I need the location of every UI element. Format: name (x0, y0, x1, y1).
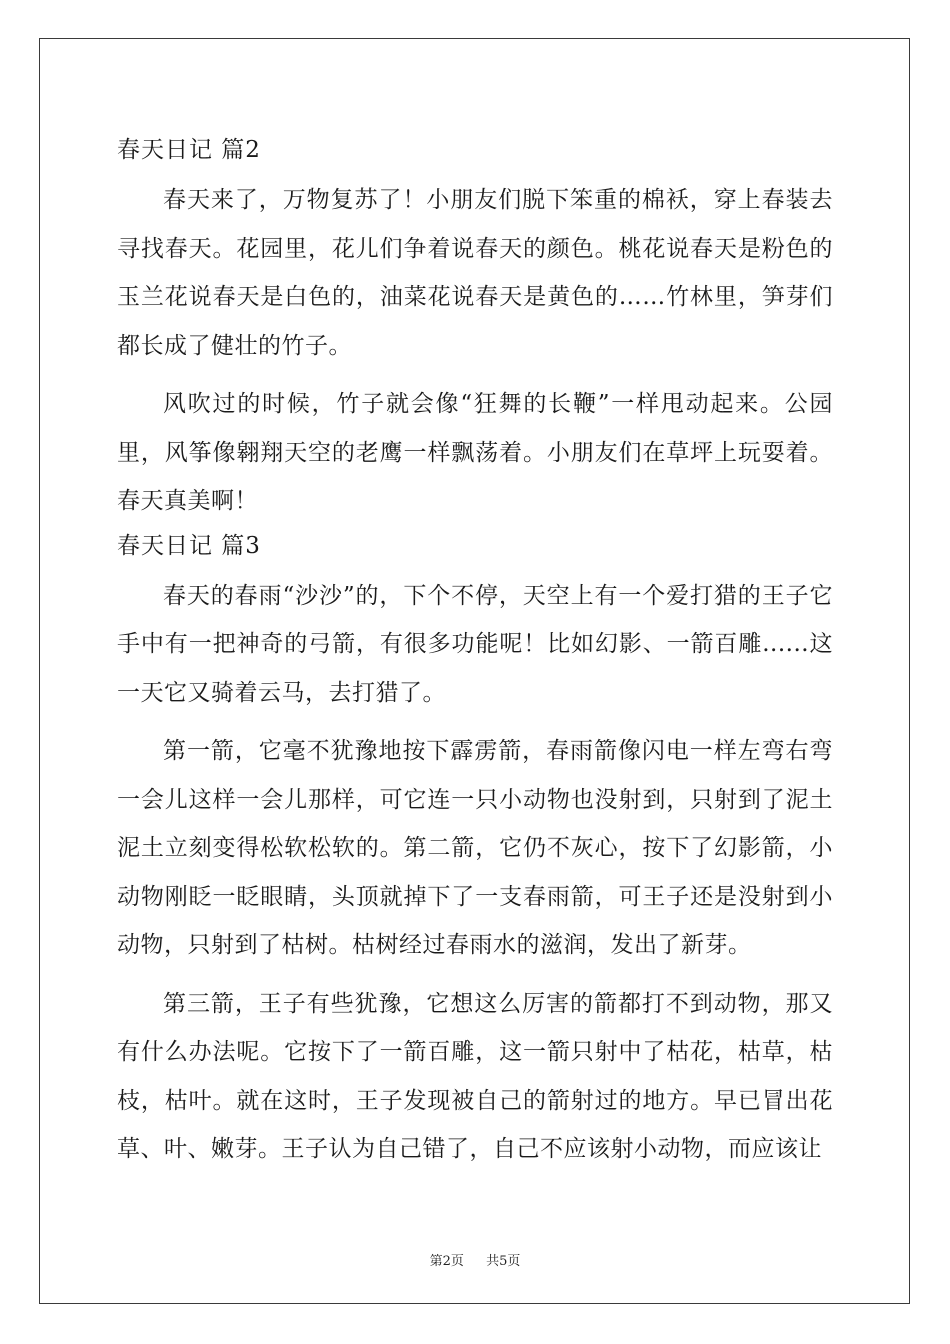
paragraph: 风吹过的时候，竹子就会像“狂舞的长鞭”一样甩动起来。公园里，风筝像翱翔天空的老鹰一样飘荡着。小朋友们在草坪上玩耍着。春天真美啊！ (117, 391, 833, 514)
page-number: 第2页 (429, 1254, 464, 1269)
paragraph: 春天的春雨“沙沙”的，下个不停，天空上有一个爱打猎的王子它手中有一把神奇的弓箭，有很多功能呢！比如幻影、一箭百雕......这一天它又骑着云马，去打猎了。 (117, 582, 833, 706)
section-diary-2 (117, 130, 833, 526)
paragraph: 第三箭，王子有些犹豫，它想这么厉害的箭都打不到动物，那又有什么办法呢。它按下了一箭百雕，这一箭只射中了枯花，枯草，枯枝，枯叶。就在这时，王子发现被自己的箭射过的地方。早已冒出花草、叶、嫩芽。王子认为自己错了，自己不应该射小动物，而应该让 (117, 990, 833, 1162)
section-heading: 春天日记 篇2 (117, 137, 261, 163)
paragraph: 第一箭，它毫不犹豫地按下霹雳箭，春雨箭像闪电一样左弯右弯一会儿这样一会儿那样，可它连一只小动物也没射到，只射到了泥土泥土立刻变得松软松软的。第二箭，它仍不灰心，按下了幻影箭，小动物刚眨一眨眼睛，头顶就掉下了一支春雨箭，可王子还是没射到小动物，只射到了枯树。枯树经过春雨水的滋润，发出了新芽。 (117, 738, 833, 958)
page-footer (0, 1250, 950, 1269)
section-heading: 春天日记 篇3 (117, 532, 261, 559)
document-body (117, 130, 833, 1174)
section-diary-3 (117, 526, 833, 1174)
page-total: 共5页 (486, 1254, 521, 1269)
paragraph: 春天来了，万物复苏了！小朋友们脱下笨重的棉袄，穿上春装去寻找春天。花园里，花儿们争着说春天的颜色。桃花说春天是粉色的玉兰花说春天是白色的，油菜花说春天是黄色的……竹林里，笋芽们都长成了健壮的竹子。 (117, 187, 833, 359)
